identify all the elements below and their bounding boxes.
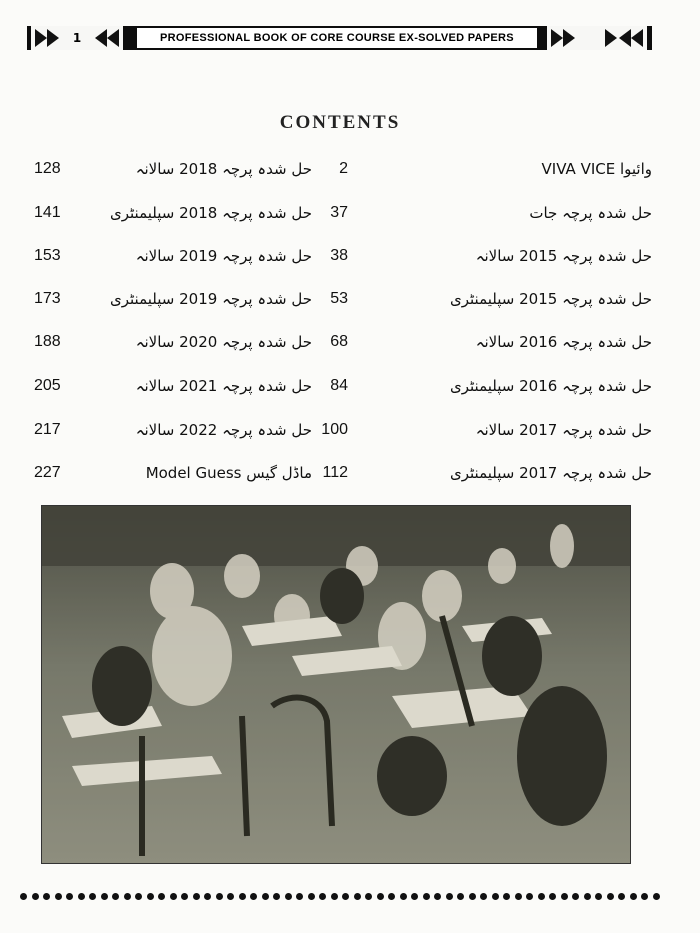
toc-right-title: وائیوا VIVA VICE bbox=[541, 160, 652, 178]
header-left-ornament bbox=[31, 26, 123, 50]
toc-left-title: حل شدہ پرچہ 2018 سپلیمنٹری bbox=[110, 204, 312, 222]
toc-right-page: 53 bbox=[330, 290, 348, 307]
toc-left-title: حل شدہ پرچہ 2019 سالانہ bbox=[135, 247, 312, 265]
toc-right-title: حل شدہ پرچہ 2015 سالانہ bbox=[475, 247, 652, 265]
exam-hall-photo-illustration bbox=[42, 506, 630, 863]
toc-row bbox=[0, 242, 700, 270]
toc-right-title: حل شدہ پرچہ 2015 سپلیمنٹری bbox=[450, 290, 652, 308]
toc-right-page: 68 bbox=[330, 333, 348, 350]
header-title: PROFESSIONAL BOOK OF CORE COURSE EX-SOLVED PAPERS bbox=[137, 28, 537, 48]
toc-right-page: 38 bbox=[330, 247, 348, 264]
page-number: 1 bbox=[72, 31, 82, 45]
header-right-ornament bbox=[547, 26, 647, 50]
toc-left-title: حل شدہ پرچہ 2019 سپلیمنٹری bbox=[110, 290, 312, 308]
toc-right-title: حل شدہ پرچہ 2016 سپلیمنٹری bbox=[450, 377, 652, 395]
toc-left-page: 227 bbox=[34, 464, 61, 481]
toc-row bbox=[0, 199, 700, 227]
toc-row bbox=[0, 328, 700, 356]
toc-right-page: 112 bbox=[322, 464, 348, 481]
toc-row bbox=[0, 416, 700, 444]
toc-left-title: حل شدہ پرچہ 2020 سالانہ bbox=[135, 333, 312, 351]
toc-right-title: حل شدہ پرچہ جات bbox=[529, 204, 652, 222]
footer-dotted-border bbox=[20, 890, 660, 902]
contents-heading: CONTENTS bbox=[279, 112, 401, 133]
toc-left-page: 141 bbox=[34, 204, 61, 221]
toc-right-title: حل شدہ پرچہ 2017 سپلیمنٹری bbox=[450, 464, 652, 482]
toc-right-title: حل شدہ پرچہ 2016 سالانہ bbox=[475, 333, 652, 351]
toc-right-page: 84 bbox=[330, 377, 348, 394]
toc-left-title: ماڈل گیس Model Guess bbox=[145, 464, 312, 482]
arrow-ornament-icon bbox=[547, 26, 647, 50]
toc-left-page: 153 bbox=[34, 247, 61, 264]
toc-row bbox=[0, 372, 700, 400]
toc-left-page: 217 bbox=[34, 421, 61, 438]
toc-right-page: 37 bbox=[330, 204, 348, 221]
toc-left-page: 173 bbox=[34, 290, 61, 307]
toc-left-page: 128 bbox=[34, 160, 61, 177]
toc-row bbox=[0, 459, 700, 487]
toc-left-page: 205 bbox=[34, 377, 61, 394]
toc-row bbox=[0, 155, 700, 183]
toc-left-title: حل شدہ پرچہ 2022 سالانہ bbox=[135, 421, 312, 439]
toc-row bbox=[0, 285, 700, 313]
toc-left-page: 188 bbox=[34, 333, 61, 350]
toc-left-title: حل شدہ پرچہ 2018 سالانہ bbox=[135, 160, 312, 178]
toc-right-page: 100 bbox=[321, 421, 348, 438]
toc-left-title: حل شدہ پرچہ 2021 سالانہ bbox=[135, 377, 312, 395]
page-header bbox=[27, 26, 652, 50]
exam-hall-photo bbox=[41, 505, 631, 864]
toc-right-page: 2 bbox=[339, 160, 348, 177]
toc-right-title: حل شدہ پرچہ 2017 سالانہ bbox=[475, 421, 652, 439]
